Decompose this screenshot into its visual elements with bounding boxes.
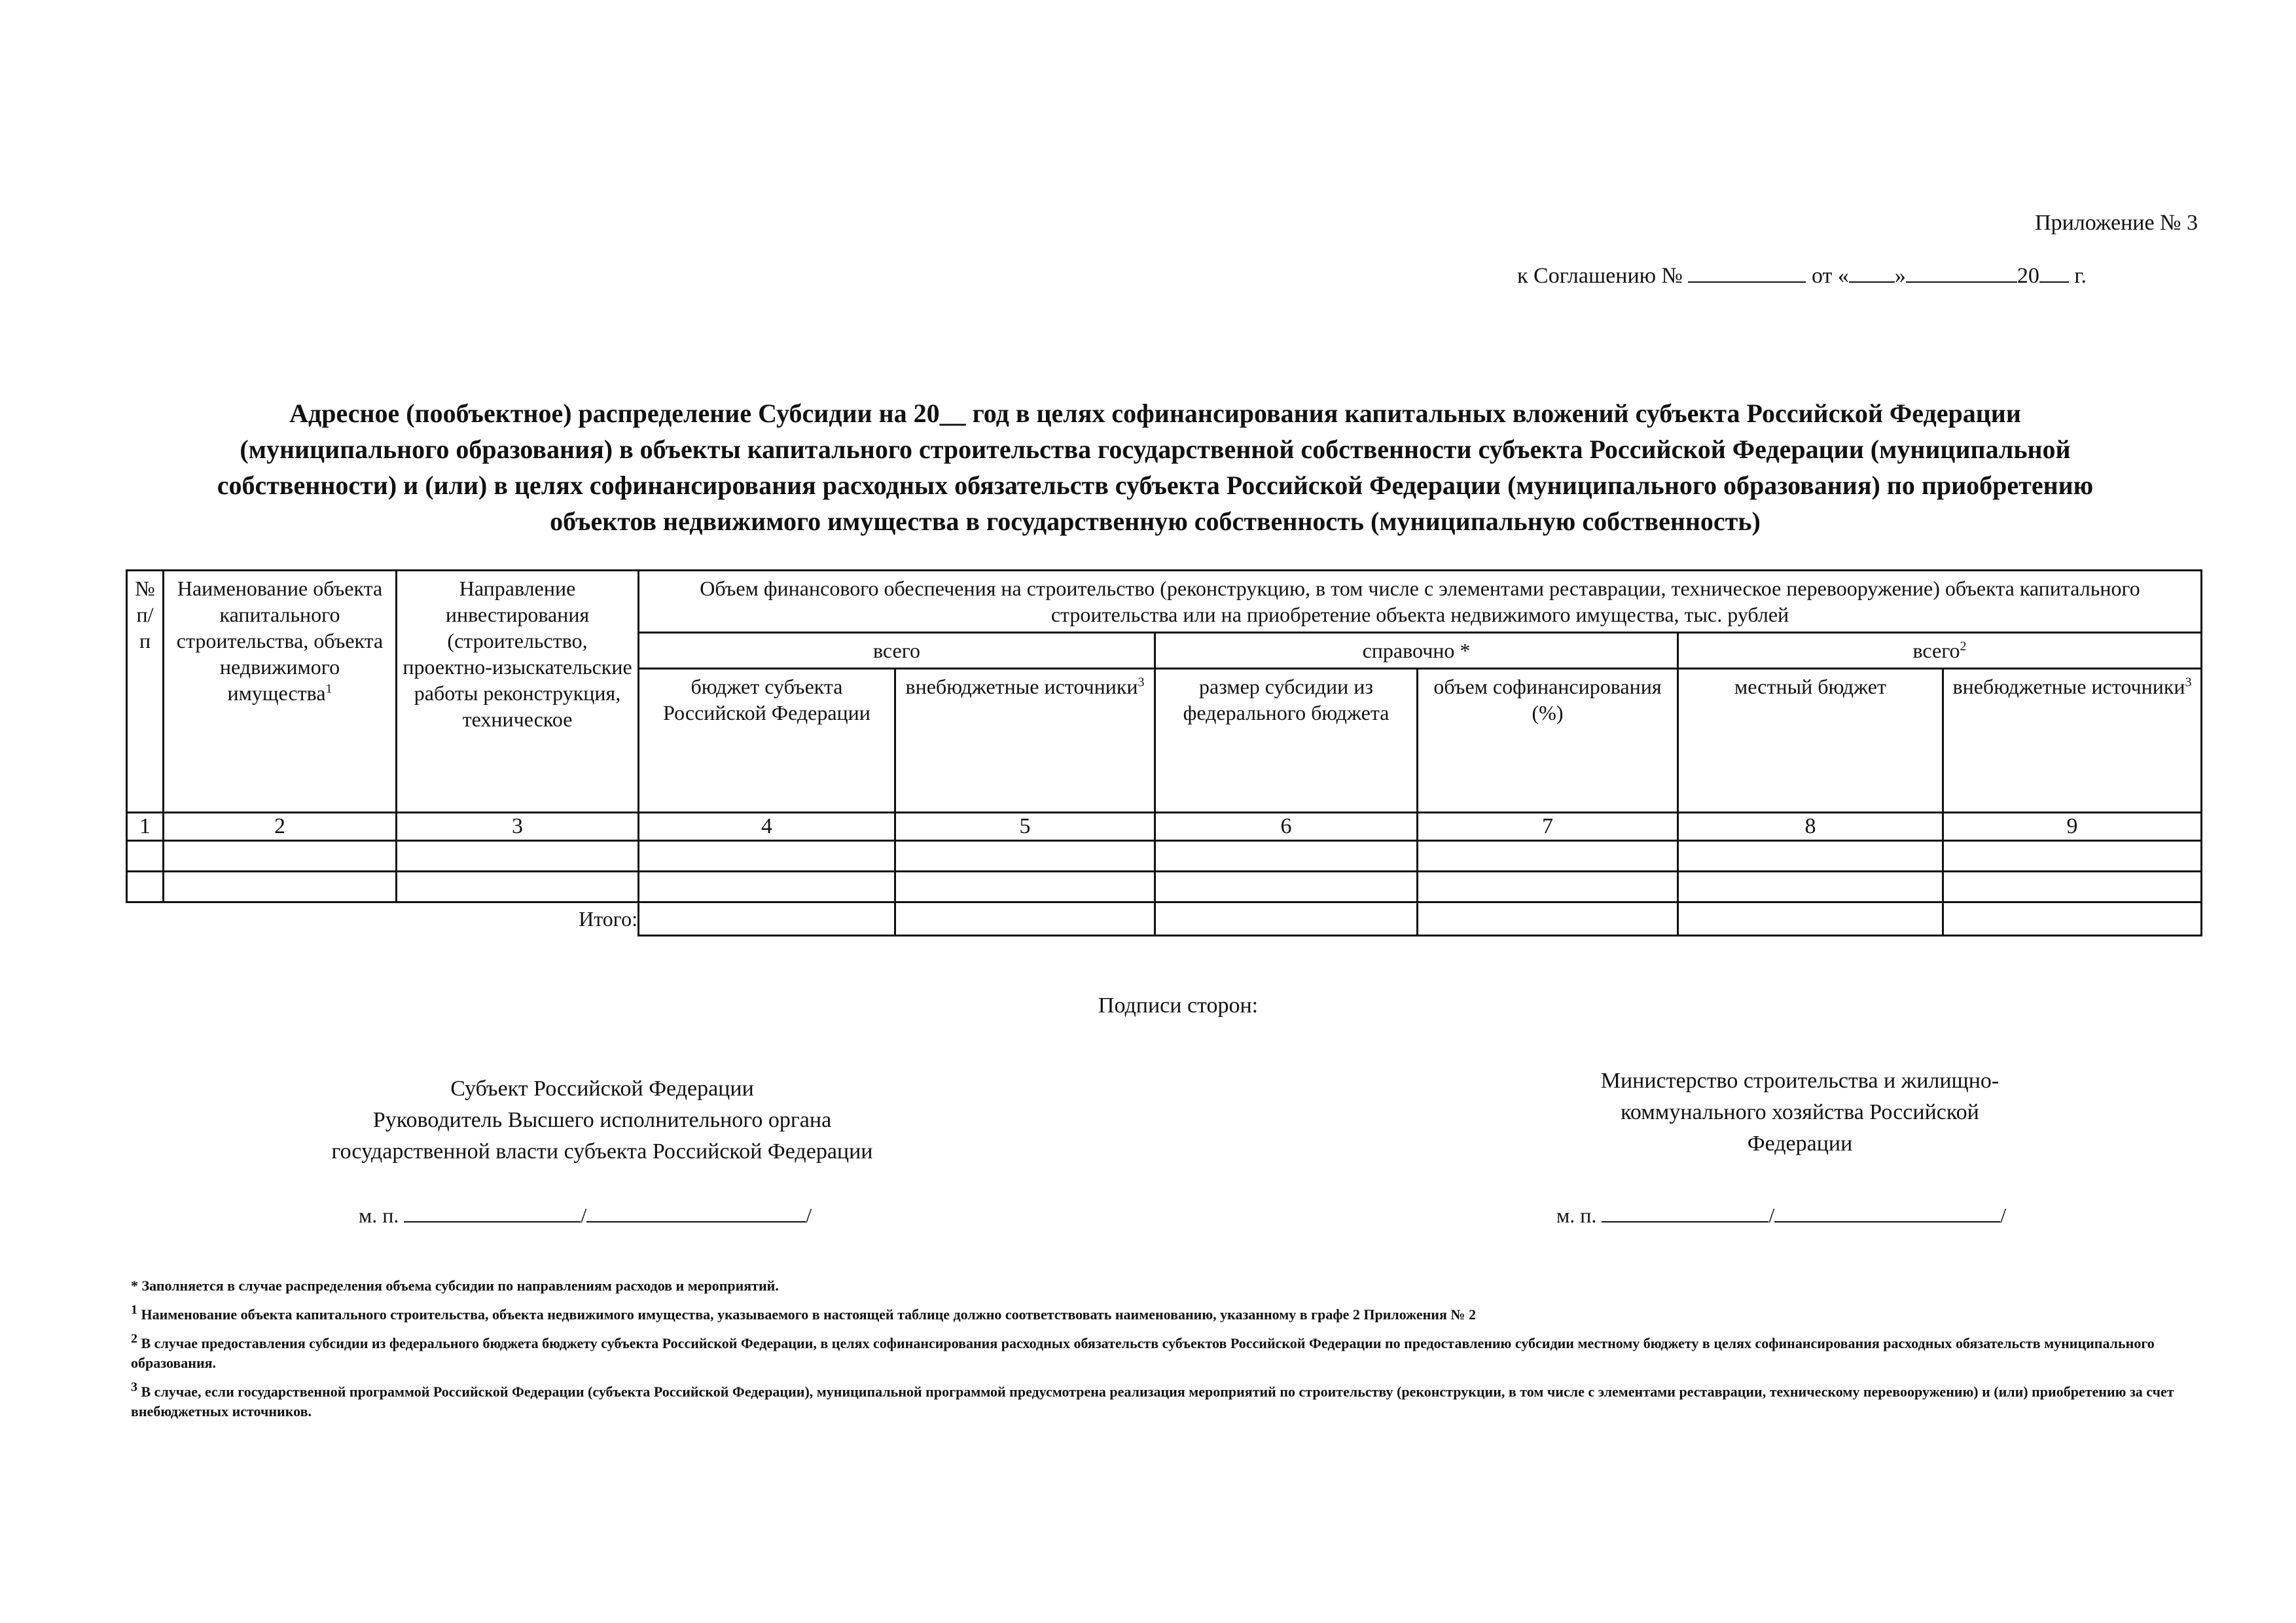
column-number: 8 [1678,813,1943,841]
total-cell [1155,902,1418,936]
signature-line-right: м. п. / / [1556,1204,2007,1227]
footnote-2 [131,1331,2193,1373]
agreement-from: от « [1811,264,1849,288]
appendix-label: Приложение № 3 [2035,211,2198,235]
header-sub-federal-subsidy: размер субсидии из федерального бюджета [1155,669,1418,813]
column-number: 2 [164,813,397,841]
party-right-line-2: коммунального хозяйства Российской [1621,1100,1979,1124]
footnote-3-mark: 3 [131,1380,137,1395]
header-group-total2 [1678,633,2202,669]
column-number: 6 [1155,813,1418,841]
column-number: 9 [1943,813,2202,841]
agreement-number-blank [1688,263,1806,283]
agreement-quote-close: » [1894,264,1906,288]
header-sub-extrabudget-text: внебюджетные источники [905,675,1138,698]
party-left-line-1: Субъект Российской Федерации [450,1077,754,1101]
table-cell [1678,872,1943,902]
table-cell [1943,872,2202,902]
table-row [127,872,2202,902]
column-number: 7 [1418,813,1678,841]
name-blank [586,1203,806,1222]
party-left [275,1073,929,1168]
table-row [127,841,2202,872]
header-col-volume: Объем финансового обеспечения на строительство (реконструкцию, в том числе с элементами реставрации, техническое перевооружение) объекта капитального строительства или на приобретение объекта недвижимого имущества, тыс. рублей [639,571,2202,633]
table-cell [1155,872,1418,902]
header-group-reference: справочно * [1155,633,1678,669]
footnote-3-text: В случае, если государственной программой Российской Федерации (субъекта Российской Федерации), муниципальной программой предусмотрена реализация мероприятий по строительству (реконструкции, в том числе с элементами реставрации, техническому перевооружению) и (или) приобретению за счет внебюджетных источников. [131,1383,2174,1419]
party-left-line-2: Руководитель Высшего исполнительного органа [372,1108,832,1132]
footnote-ref-2: 2 [1960,639,1967,654]
header-group-total2-text: всего [1912,639,1960,662]
party-right-line-1: Министерство строительства и жилищно- [1600,1069,2000,1093]
footnote-2-mark: 2 [131,1331,137,1346]
table-cell [1678,841,1943,872]
table-cell [1418,872,1678,902]
column-number-row [127,813,2202,841]
document-title [131,395,2179,539]
signature-blank [404,1203,581,1222]
footnote-1 [131,1302,2193,1325]
header-sub-extrabudget-2-text: внебюджетные источники [1952,675,2185,698]
table-cell [127,872,164,902]
table-cell [397,872,639,902]
signature-line-left: м. п. / / [359,1204,812,1227]
table-cell [895,872,1155,902]
table-cell [639,841,895,872]
total-label: Итого: [127,902,639,936]
total-cell [895,902,1155,936]
table-cell [164,841,397,872]
table-cell [1418,841,1678,872]
column-number: 3 [397,813,639,841]
footnote-1-mark: 1 [131,1302,137,1317]
total-cell [1943,902,2202,936]
column-number: 4 [639,813,895,841]
title-line-1: Адресное (пообъектное) распределение Субсидии на 20__ год в целях софинансирования капитальных вложений субъекта Российской Федерации [289,399,2021,428]
header-col-object-name-text: Наименование объекта капитального строительства, объекта недвижимого имущества [176,577,384,705]
footnote-ref-1: 1 [325,681,332,696]
header-sub-local-budget: местный бюджет [1678,669,1943,813]
footnote-1-text: Наименование объекта капитального строительства, объекта недвижимого имущества, указываемого в настоящей таблице должно соответствовать наименованию, указанному в графе 2 Приложения № 2 [141,1306,1476,1323]
agreement-day-blank [1849,263,1895,283]
table-cell [397,841,639,872]
title-line-2: (муниципального образования) в объекты капитального строительства государственной собственности субъекта Российской Федерации (муниципальной [240,435,2071,464]
column-number: 1 [127,813,164,841]
table-cell [127,841,164,872]
agreement-month-blank [1906,263,2017,283]
header-col-number: № п/п [127,571,164,813]
agreement-prefix: к Соглашению № [1517,264,1683,288]
total-cell [1418,902,1678,936]
header-group-total: всего [639,633,1155,669]
name-blank [1774,1203,2000,1222]
table-cell [1943,841,2202,872]
footnote-3 [131,1382,2193,1421]
signatures-caption: Подписи сторон: [1098,993,1259,1018]
agreement-reference [1517,263,2087,289]
footnote-star: * Заполняется в случае распределения объема субсидии по направлениям расходов и мероприятий. [131,1277,779,1294]
total-cell [1678,902,1943,936]
header-sub-extrabudget-2 [1943,669,2202,813]
title-line-3: собственности) и (или) в целях софинансирования расходных обязательств субъекта Российской Федерации (муниципального образования) по приобретению [217,471,2094,500]
header-sub-subject-budget: бюджет субъекта Российской Федерации [639,669,895,813]
footnotes [131,1276,2193,1431]
header-sub-cofinance: объем софинансирования (%) [1418,669,1678,813]
party-right [1538,1065,2062,1160]
party-right-line-3: Федерации [1747,1132,1853,1156]
footnote-ref-3: 3 [1138,675,1145,690]
table-cell [895,841,1155,872]
column-number: 5 [895,813,1155,841]
header-col-object-name [164,571,397,813]
seal-place-label: м. п. [1556,1204,1597,1227]
footnote-ref-3b: 3 [2185,675,2192,690]
agreement-year-suffix: г. [2074,264,2087,288]
table-cell [639,872,895,902]
total-cell [639,902,895,936]
footnote-2-text: В случае предоставления субсидии из федерального бюджета бюджету субъекта Российской Федерации, в целях софинансирования расходных обязательств субъектов Российской Федерации по предоставлению субсидии местному бюджету в целях софинансирования расходных обязательств муниципального образования. [131,1335,2155,1371]
header-col-direction: Направление инвестирования (строительство, проектно-изыскательские работы реконструкция, техническое [397,571,639,813]
total-row [127,902,2202,936]
seal-place-label: м. п. [359,1204,399,1227]
party-left-line-3: государственной власти субъекта Российской Федерации [331,1139,873,1164]
agreement-year-prefix: 20 [2017,264,2039,288]
header-sub-extrabudget [895,669,1155,813]
signature-blank [1602,1203,1768,1222]
distribution-table [126,569,2202,936]
agreement-year-blank [2039,263,2069,283]
title-line-4: объектов недвижимого имущества в государственную собственность (муниципальную собственность) [550,507,1761,536]
table-cell [164,872,397,902]
table-cell [1155,841,1418,872]
